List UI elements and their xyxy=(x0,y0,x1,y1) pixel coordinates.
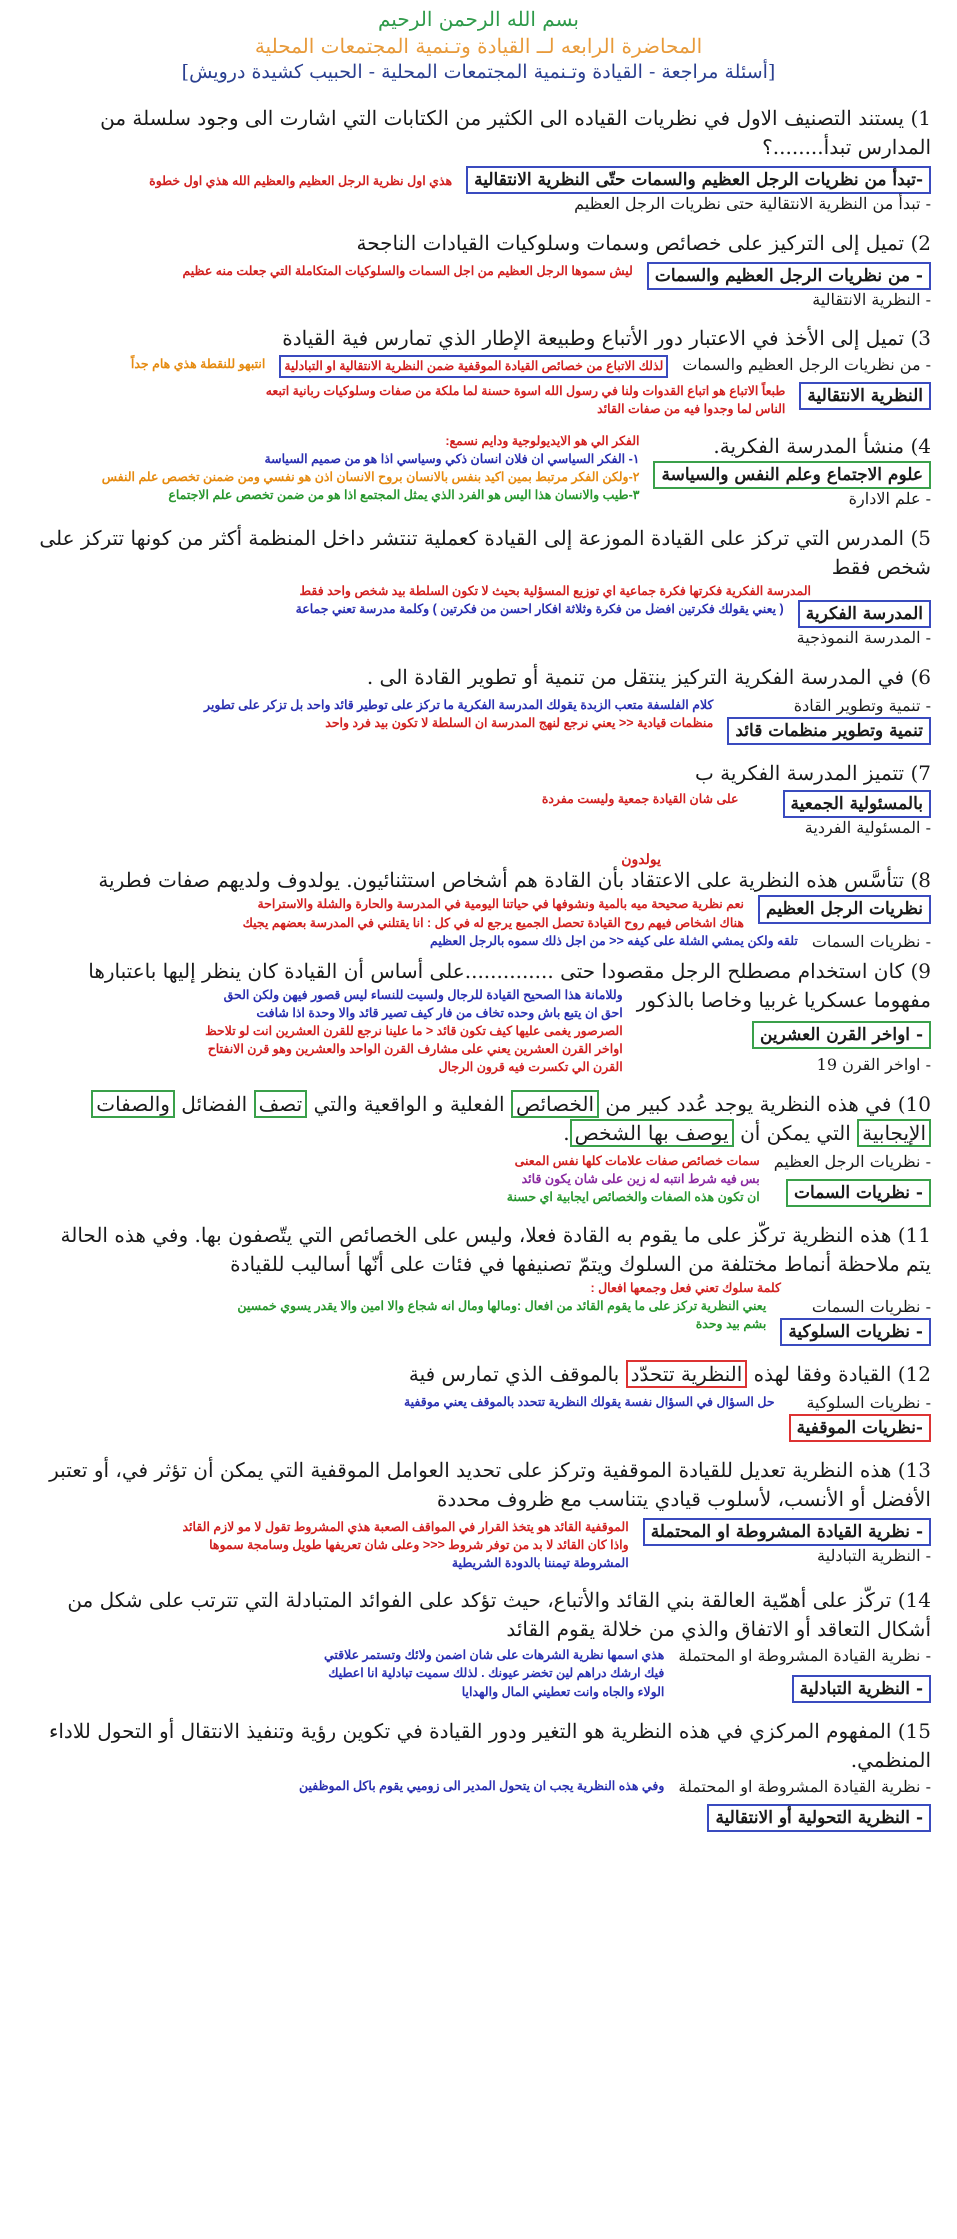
question-text: 2) تميل إلى التركيز على خصائص وسمات وسلوكيات القيادات الناجحة xyxy=(356,230,931,255)
question-11 xyxy=(30,1221,931,1346)
question-13 xyxy=(30,1456,931,1572)
option: - نظريات السلوكية xyxy=(806,1393,931,1413)
annotation: فيك ارشك دراهم لين تخضر عيونك . لذلك سميت تبادلية انا اعطيك xyxy=(328,1666,665,1681)
question-14 xyxy=(30,1586,931,1703)
question-text: 8) تتأسَّس هذه النظرية على الاعتقاد بأن القادة هم أشخاص استثنائيون. يولدوف ولديهم صفات فطرية xyxy=(98,868,931,893)
question-text: 5) المدرس التي تركز على القيادة الموزعة إلى القيادة كعملية تنتشر داخل المنظمة أكثر من كونها تتركز على شخص فقط xyxy=(39,525,931,579)
question-8 xyxy=(30,852,931,952)
option: - النظرية الانتقالية xyxy=(812,289,931,309)
annotation: ان تكون هذه الصفات والخصائص ايجابية اي حسنة xyxy=(506,1190,760,1205)
annotation: المشروطة تيمننا بالدودة الشريطية xyxy=(451,1556,629,1571)
annotation: الموقفية القائد هو يتخذ القرار في المواقف الصعبة هذي المشروط تقول لا مو لازم القائد xyxy=(182,1519,629,1534)
question-text: 11) هذه النظرية تركّز على ما يقوم به القادة فعلا، وليس على الخصائص التي يتّصفون بها. وفي هذه الحالة يتم ملاحظة أنماط مختلفة من السلوك ويتمّ تصنيفها في فئات على أنّها أساليب للقيادة xyxy=(60,1223,931,1277)
option: - المدرسة النموذجية xyxy=(796,627,931,647)
annotation: يعني النظرية تركز على ما يقوم القائد من افعال :ومالها ومال انه شجاع والا امين والا يقدر يسوي خمسين xyxy=(237,1299,767,1314)
annotation: كلمة سلوك تعني فعل وجمعها افعال : xyxy=(590,1281,781,1296)
page-header xyxy=(0,0,957,86)
question-6 xyxy=(30,663,931,745)
basmala: بسم الله الرحمن الرحيم xyxy=(377,7,579,31)
question-text: 4) منشأ المدرسة الفكرية. xyxy=(713,433,931,458)
option: - نظريات السمات xyxy=(811,1297,931,1317)
answer-box: - نظرية القيادة المشروطة او المحتملة xyxy=(643,1518,931,1546)
annotation: وللامانة هذا الصحيح القيادة للرجال ولسيت للنساء ليس قصور فيهن ولكن الحق xyxy=(223,987,623,1002)
answer-box: علوم الاجتماع وعلم النفس والسياسة xyxy=(653,461,931,489)
option: - نظريات الرجل العظيم xyxy=(773,1152,931,1172)
question-4 xyxy=(30,432,931,510)
option: - النظرية التبادلية xyxy=(817,1546,931,1566)
answer-box: تنمية وتطوير منظمات قائد xyxy=(727,717,931,745)
option: - تبدأ من النظرية الانتقالية حتى نظريات الرجل العظيم xyxy=(574,193,931,213)
option: - اواخر القرن 19 xyxy=(816,1054,931,1074)
question-text: 10) في هذه النظرية يوجد عُدد كبير من الخصائص الفعلية و الواقعية والتي تصف الفضائل والصفات الإيجابية التي يمكن أن يوصف بها الشخص. xyxy=(30,1090,931,1148)
annotation: طبعاً الاتباع هو اتباع القدوات ولنا في رسول الله اسوة حسنة لما ملكة من صفات وسلوكيات ربانية اتبعه الناس لما وجدوا فيه من صفات القائد xyxy=(265,383,786,416)
annotation: ليش سموها الرجل العظيم من اجل السمات والسلوكيات المتكاملة التي جعلت منه عظيم xyxy=(182,263,633,278)
highlight-word: الإيجابية xyxy=(857,1119,931,1147)
annotation: اواخر القرن العشرين يعني على مشارف القرن الواحد والعشرين وهو قرن الانفتاح xyxy=(207,1041,623,1056)
annotation-boxed: لذلك الاتباع من خصائص القيادة الموقفية ضمن النظرية الانتقالية او التبادلية xyxy=(279,355,668,377)
highlight-word: والصفات xyxy=(91,1090,175,1118)
answer-box: - نظريات السلوكية xyxy=(780,1318,931,1346)
annotation: القرن الي تكسرت فيه قرون الرجال xyxy=(438,1060,623,1075)
answer-box: -تبدأ من نظريات الرجل العظيم والسمات حتّى النظرية الانتقالية xyxy=(466,166,931,194)
question-15 xyxy=(30,1717,931,1832)
highlight-word: الخصائص xyxy=(511,1090,599,1118)
option: - علم الادارة xyxy=(848,488,931,508)
annotation: هذي اول نظرية الرجل العظيم والعظيم الله هذي اول خطوة xyxy=(149,173,453,188)
question-text: 14) تركّز على أهمّية العالقة بني القائد والأتباع، حيث تؤكد على الفوائد المتبادلة التي تترتب على شكل من أشكال التعاقد أو الاتفاق والذي من خلالة يقوم القائد xyxy=(67,1588,931,1642)
highlight-word: تصف xyxy=(254,1090,308,1118)
option: - من نظريات الرجل العظيم والسمات xyxy=(682,355,931,375)
question-7 xyxy=(30,759,931,839)
annotation: واذا كان القائد لا بد من توفر شروط <<< وعلى شان تعريفها طويل وسامجة سموها xyxy=(209,1538,629,1553)
answer-box: -نظريات الموقفية xyxy=(789,1414,931,1442)
annotation: منظمات قيادية << يعني نرجع لنهج المدرسة ان السلطة لا تكون بيد فرد واحد xyxy=(325,715,714,730)
handwritten-correction: يولدون xyxy=(621,851,661,868)
question-text: 1) يستند التصنيف الاول في نظريات القياده الى الكثير من الكتابات التي اشارت الى وجود سلسلة من المدارس تبدأ........؟ xyxy=(100,105,931,159)
option: - نظريات السمات xyxy=(811,931,931,951)
question-3 xyxy=(30,324,931,417)
question-text: 12) القيادة وفقا لهذه النظرية تتحدّد بالموقف الذي تمارس فية xyxy=(408,1362,931,1387)
highlight-word: يوصف بها الشخص xyxy=(570,1119,734,1147)
annotation: المدرسة الفكرية فكرتها فكرة جماعية اي توزيع المسؤلية بحيث لا تكون السلطة بيد شخص واحد فقط xyxy=(299,583,811,598)
question-text: 15) المفهوم المركزي في هذه النظرية هو التغير ودور القيادة في تكوين رؤية وتنفيذ الانتقال أو التحول للاداء المنظمي. xyxy=(48,1719,931,1773)
question-9 xyxy=(30,957,931,1077)
annotation: كلام الفلسفة متعب الزبدة يقولك المدرسة الفكرية ما تركز على توطير قائد واحد بل تزكر على تطوير xyxy=(204,697,714,712)
answer-box: - النظرية التبادلية xyxy=(792,1675,931,1703)
answer-box: النظرية الانتقالية xyxy=(799,382,931,410)
alert-note: انتبهو للنقطة هذي هام جداً xyxy=(130,357,266,372)
annotation: تلقه ولكن يمشي الشلة على كيفه << من اجل ذلك سموه بالرجل العظيم xyxy=(430,933,798,948)
annotation: الصرصور يغمى عليها كيف تكون قائد < ما علينا نرجع للقرن العشرين انت لو تلاحظ xyxy=(205,1023,623,1038)
answer-box: - النظرية التحولية أو الانتقالية xyxy=(707,1804,931,1832)
question-text: 6) في المدرسة الفكرية التركيز ينتقل من تنمية أو تطوير القادة الى . xyxy=(366,664,931,689)
question-1 xyxy=(30,104,931,215)
annotation: هذي اسمها نظرية الشرهات على شان اضمن ولائك وتستمر علاقتي xyxy=(323,1648,665,1663)
annotation: احق ان يتبع باش وحده تخاف من فار كيف تصير قائد والا وحدة اذا شافت xyxy=(256,1005,623,1020)
question-2 xyxy=(30,229,931,311)
answer-box: - اواخر القرن العشرين xyxy=(752,1021,931,1049)
question-text: 13) هذه النظرية تعديل للقيادة الموقفية وتركز على تحديد العوامل الموقفية التي يمكن أن تؤثر في، أو تعتبر الأفضل أو الأنسب، لأسلوب قيادي يتناسب مع ظروف محددة xyxy=(49,1457,931,1511)
option: - نظرية القيادة المشروطة او المحتملة xyxy=(678,1777,931,1797)
annotation: حل السؤال في السؤال نفسة يقولك النظرية تتحدد بالموقف يعني موقفية xyxy=(403,1395,775,1410)
lecture-title: المحاضرة الرابعه لــ القيادة وتـنمية المجتمعات المحلية xyxy=(254,34,703,58)
question-12 xyxy=(30,1360,931,1442)
answer-box: المدرسة الفكرية xyxy=(798,600,931,628)
highlight-word: النظرية تتحدّد xyxy=(626,1360,748,1388)
annotation: الولاء والجاه وانت تعطيني المال والهدايا xyxy=(461,1684,665,1699)
annotation: ١- الفكر السياسي ان فلان انسان ذكي وسياسي اذا هو من صميم السياسة xyxy=(264,451,640,466)
annotation-heading: الفكر الي هو الايديولوجية ودايم نسمع: xyxy=(445,433,640,448)
annotation: ( يعني يقولك فكرتين افضل من فكرة وثلاثة افكار احسن من فكرتين ) وكلمة مدرسة تعني جماعة xyxy=(295,601,784,616)
annotation: على شان القيادة جمعية وليست مفردة xyxy=(541,791,739,806)
answer-box: - نظريات السمات xyxy=(786,1179,931,1207)
question-text: 7) تتميز المدرسة الفكرية ب xyxy=(694,760,931,785)
question-text-cont: مفهوما عسكريا غربيا وخاصا بالذكور xyxy=(636,987,931,1012)
question-5 xyxy=(30,524,931,649)
option: - نظرية القيادة المشروطة او المحتملة xyxy=(678,1646,931,1666)
annotation: ٢-ولكن الفكر مرتبط بمين اكيد بنفس بالانسان بروح الانسان اذن هو نفسي ومن ضمنن تخصص علم النفس xyxy=(101,470,640,485)
annotation: وفي هذه النظرية يجب ان يتحول المدير الى زوميي يقوم باكل الموظفين xyxy=(298,1779,665,1794)
question-10 xyxy=(30,1090,931,1207)
answer-box: بالمسئولية الجمعية xyxy=(783,790,932,818)
annotation: ٣-طيب والانسان هذا اليس هو الفرد الذي يمثل المجتمع اذا هو من ضمن تخصص علم الاجتماع xyxy=(168,488,640,503)
review-title: [أسئلة مراجعة - القيادة وتـنمية المجتمعات المحلية - الحبيب كشيدة درويش] xyxy=(181,61,776,83)
option: - تنمية وتطوير القادة xyxy=(793,695,931,715)
answer-box: نظريات الرجل العظيم xyxy=(758,895,931,923)
annotation: بشم بيد وحدة xyxy=(695,1317,767,1332)
option: - المسئولية الفردية xyxy=(804,817,931,837)
annotation: نعم نظرية صحيحة ميه بالمية ونشوفها في حياتنا اليومية في المدرسة والحارة والشلة والاستراحة xyxy=(257,897,745,912)
annotation: هناك اشخاص فيهم روح القيادة تحصل الجميع يرجع له في كل : انا يقتلني في المدرسة بعضهم يجيك xyxy=(242,915,745,930)
annotation: بس فيه شرط انتبه له زين على شان يكون قائد xyxy=(521,1172,760,1187)
annotation: سمات خصائص صفات علامات كلها نفس المعنى xyxy=(514,1154,760,1169)
question-text: 3) تميل إلى الأخذ في الاعتبار دور الأتباع وطبيعة الإطار الذي تمارس فية القيادة xyxy=(282,326,931,351)
answer-box: - من نظريات الرجل العظيم والسمات xyxy=(647,262,931,290)
question-text: 9) كان استخدام مصطلح الرجل مقصودا حتى ..............على أساس أن القيادة كان ينظر إليها باعتبارها xyxy=(88,958,931,983)
